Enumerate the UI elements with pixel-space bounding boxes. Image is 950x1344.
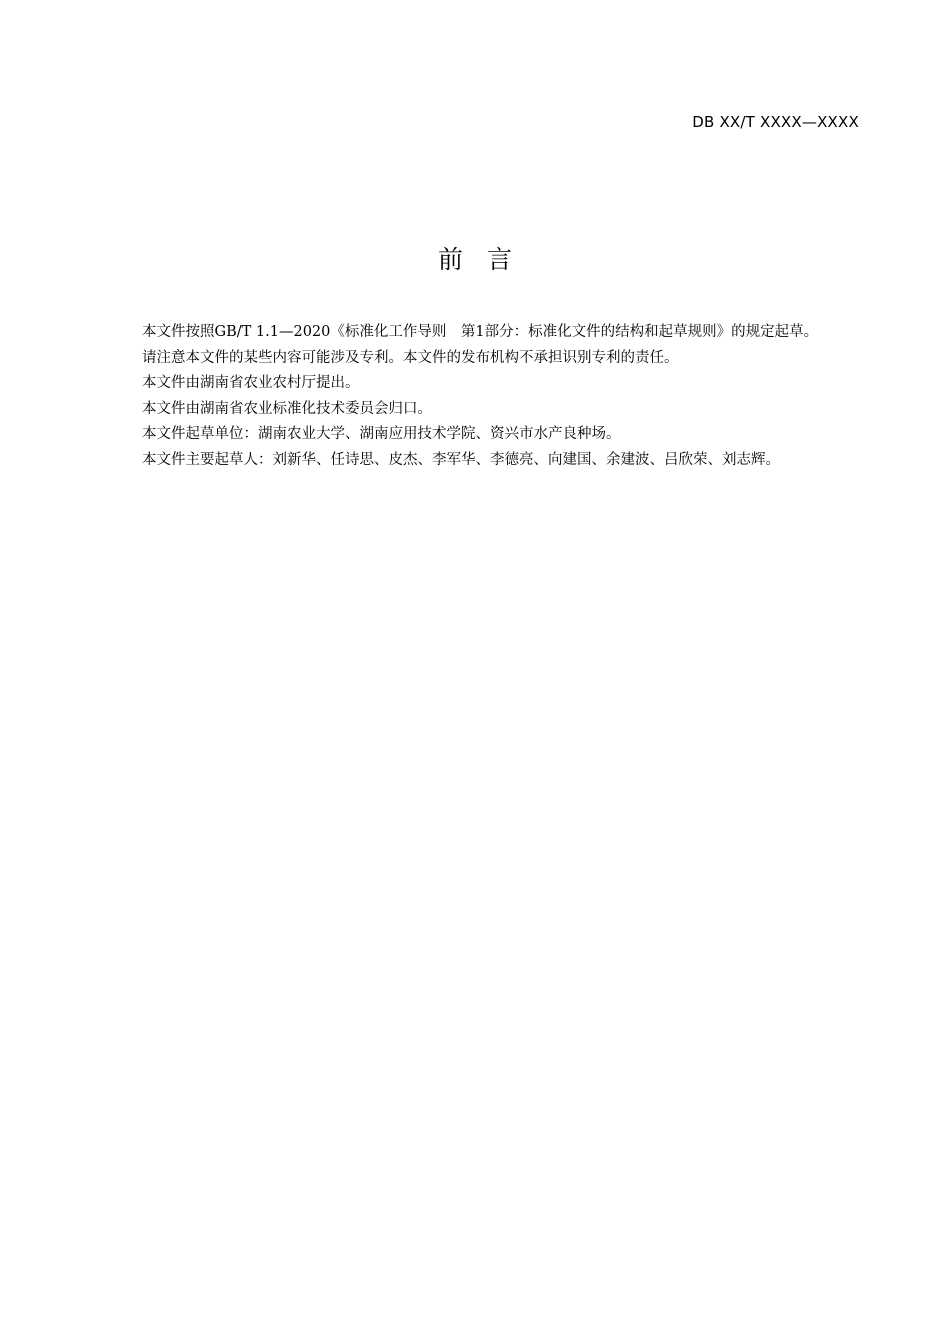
paragraph-centralized-unit: 本文件由湖南省农业标准化技术委员会归口。 [142, 400, 432, 417]
paragraph-drafting-basis: 本文件按照GB/T 1.1—2020《标准化工作导则 第1部分：标准化文件的结构和起草规则》的规定起草。 [142, 324, 819, 340]
paragraph-patent-notice: 请注意本文件的某些内容可能涉及专利。本文件的发布机构不承担识别专利的责任。 [142, 349, 679, 366]
paragraph-drafting-units: 本文件起草单位：湖南农业大学、湖南应用技术学院、资兴市水产良种场。 [142, 426, 621, 442]
page-title: 前言 [437, 245, 536, 274]
foreword-body [113, 320, 859, 473]
paragraph-proposer: 本文件由湖南省农业农村厅提出。 [142, 375, 360, 391]
paragraph-drafters: 本文件主要起草人：刘新华、任诗思、皮杰、李军华、李德亮、向建国、余建波、吕欣荣、刘志辉。 [142, 451, 780, 468]
document-code: DB XX/T XXXX—XXXX [692, 113, 859, 131]
